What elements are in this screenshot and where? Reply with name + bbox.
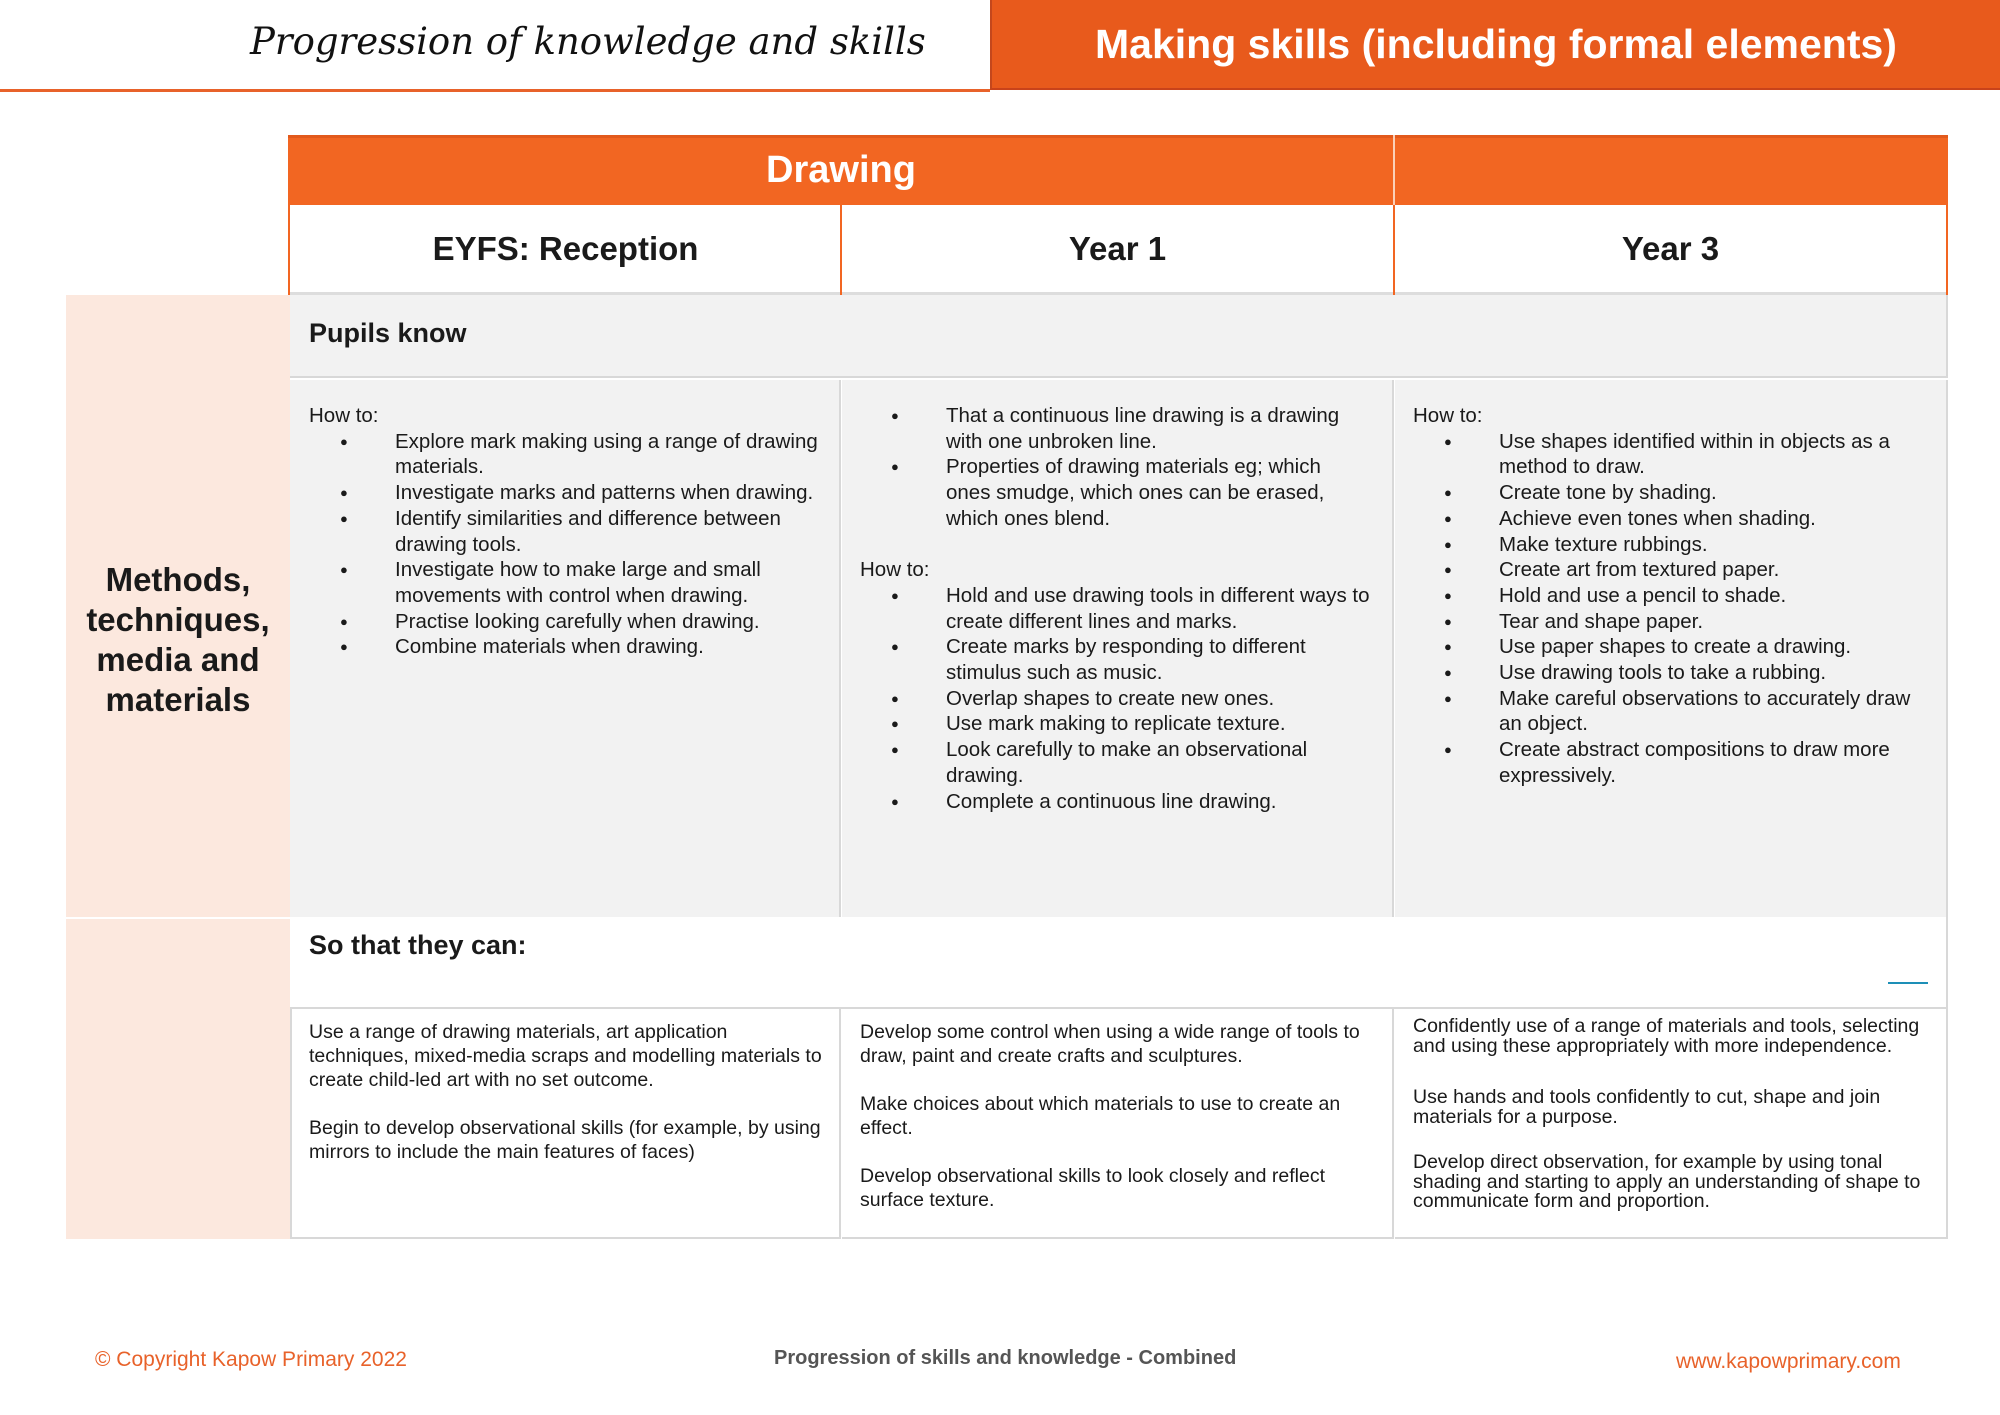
section-title: Making skills (including formal elements) (990, 0, 2000, 90)
bullet-item: ● Make texture rubbings. (1413, 532, 1933, 558)
header-border-2 (1393, 205, 1395, 295)
can-paragraph: Confidently use of a range of materials and tools, selecting and using these appropriately with more independence. (1413, 1015, 1920, 1057)
bullet-item: ● Identify similarities and difference between drawing tools. (309, 506, 829, 557)
teal-dash (1888, 982, 1928, 984)
bullet-item: ● Properties of drawing materials eg; which ones smudge, which ones can be erased, which ones blend. (860, 454, 1370, 531)
band-divider (1393, 135, 1395, 205)
website-link[interactable]: www.kapowprimary.com (1676, 1350, 1901, 1373)
document-title: Progression of knowledge and skills (250, 20, 926, 63)
bullet-item: ● Achieve even tones when shading. (1413, 506, 1933, 532)
can-paragraph: Develop observational skills to look closely and reflect surface texture. (860, 1165, 1325, 1211)
pupils-know-label: Pupils know (309, 318, 467, 348)
how-to-label: How to: (1413, 404, 1483, 427)
can-content-year3 (1413, 1017, 1933, 1236)
bullet-item: ● Look carefully to make an observational drawing. (860, 737, 1370, 788)
subject-title: Drawing (766, 148, 916, 191)
bullet-item: ● Use drawing tools to take a rubbing. (1413, 660, 1933, 686)
know-content-year3 (1413, 403, 1933, 789)
bullet-item: ● Explore mark making using a range of drawing materials. (309, 429, 829, 480)
bullet-item: ● Combine materials when drawing. (309, 634, 829, 660)
bullet-item: ● Make careful observations to accurately draw an object. (1413, 686, 1933, 737)
copyright-text: © Copyright Kapow Primary 2022 (95, 1348, 407, 1371)
bullet-item: ● Create marks by responding to different stimulus such as music. (860, 634, 1370, 685)
bullet-item: ● Hold and use drawing tools in different ways to create different lines and marks. (860, 583, 1370, 634)
column-header-year1: Year 1 (842, 205, 1393, 295)
can-content-reception (309, 1020, 829, 1188)
bullet-item: ● Tear and shape paper. (1413, 609, 1933, 635)
know-list-year1 (860, 583, 1370, 814)
know-list-year3 (1413, 429, 1933, 789)
can-content-year1 (860, 1020, 1380, 1236)
so-that-label: So that they can: (309, 930, 527, 960)
can-paragraph: Begin to develop observational skills (for example, by using mirrors to include the main features of faces) (309, 1117, 821, 1163)
header-border-1 (840, 205, 842, 295)
bullet-item: ● Complete a continuous line drawing. (860, 789, 1370, 815)
can-paragraph: Use hands and tools confidently to cut, shape and join materials for a purpose. (1413, 1086, 1881, 1128)
know-list-reception (309, 429, 829, 660)
bullet-item: ● Hold and use a pencil to shade. (1413, 583, 1933, 609)
row-label-bg-lower (66, 919, 290, 1239)
know-content-reception (309, 403, 829, 660)
header-border-right (1946, 205, 1948, 295)
bullet-item: ● Use paper shapes to create a drawing. (1413, 634, 1933, 660)
can-paragraph: Develop some control when using a wide range of tools to draw, paint and create crafts and sculptures. (860, 1021, 1360, 1067)
bullet-item: ● Create tone by shading. (1413, 480, 1933, 506)
know-list-year1-facts (860, 403, 1370, 532)
bullet-item: ● Investigate how to make large and small movements with control when drawing. (309, 557, 829, 608)
how-to-label: How to: (860, 558, 930, 582)
bullet-item: ● Practise looking carefully when drawing. (309, 609, 829, 635)
bullet-item: ● Use mark making to replicate texture. (860, 711, 1370, 737)
can-paragraph: Make choices about which materials to use to create an effect. (860, 1093, 1341, 1139)
bullet-item: ● Investigate marks and patterns when drawing. (309, 480, 829, 506)
bullet-item: ● Overlap shapes to create new ones. (860, 686, 1370, 712)
pupils-know-bar (290, 295, 1948, 378)
column-header-year3: Year 3 (1395, 205, 1946, 295)
can-paragraph: Use a range of drawing materials, art application techniques, mixed-media scraps and modelling materials to create child-led art with no set outcome. (309, 1021, 822, 1091)
know-content-year1 (860, 403, 1370, 814)
column-header-reception: EYFS: Reception (290, 205, 841, 295)
can-paragraph: Develop direct observation, for example by using tonal shading and starting to apply an understanding of shape to communicate form and proportion. (1413, 1151, 1921, 1212)
footer-center-text: Progression of skills and knowledge - Combined (774, 1347, 1237, 1369)
so-that-bar (290, 917, 1948, 1009)
how-to-label: How to: (309, 404, 379, 427)
row-label: Methods, techniques, media and materials (86, 561, 270, 718)
bullet-item: ● Create abstract compositions to draw more expressively. (1413, 737, 1933, 788)
bullet-item: ● That a continuous line drawing is a drawing with one unbroken line. (860, 403, 1370, 454)
bullet-item: ● Use shapes identified within in objects as a method to draw. (1413, 429, 1933, 480)
header-border-left (288, 205, 290, 295)
bullet-item: ● Create art from textured paper. (1413, 557, 1933, 583)
